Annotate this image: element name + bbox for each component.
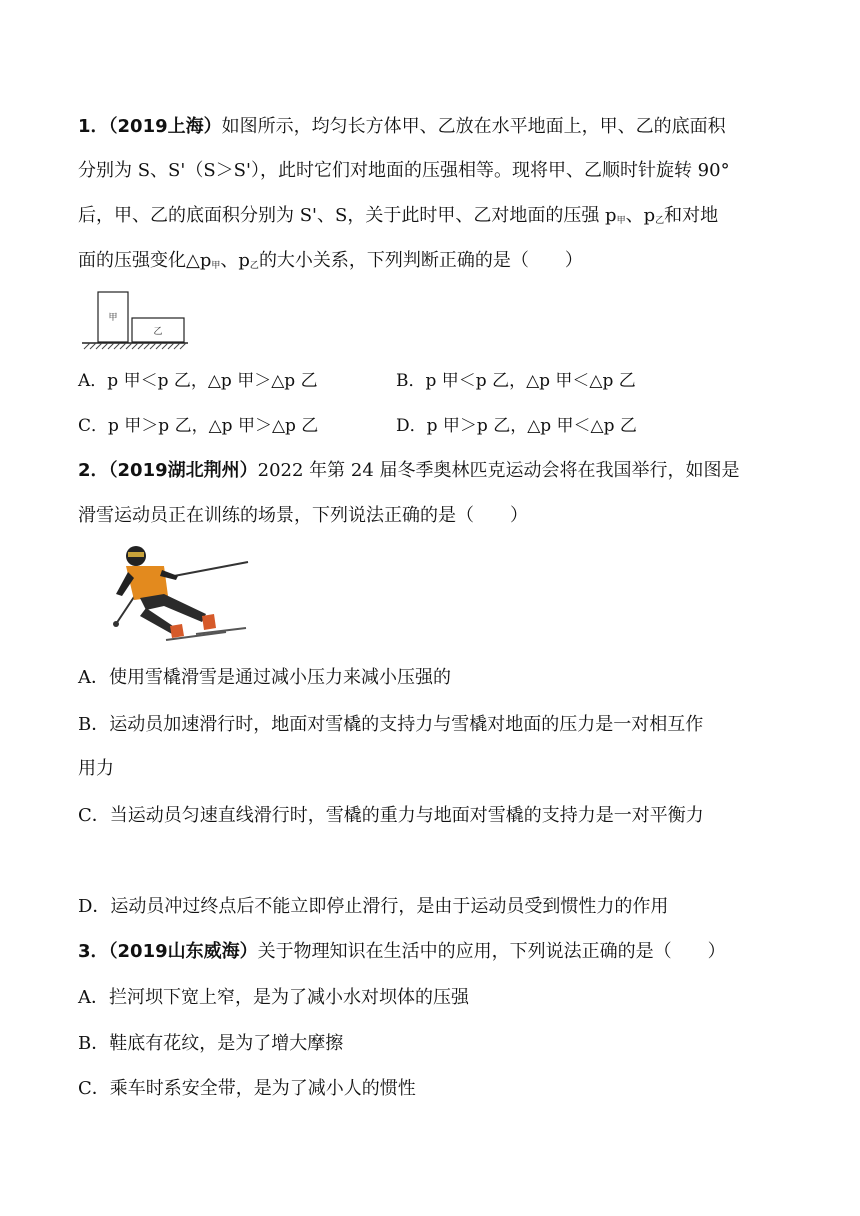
q2-option-c: C．当运动员匀速直线滑行时，雪橇的重力与地面对雪橇的支持力是一对平衡力 xyxy=(78,805,704,826)
q3-number: 3． xyxy=(78,941,109,962)
q2-option-b-line-1: B．运动员加速滑行时，地面对雪橇的支持力与雪橇对地面的压力是一对相互作 xyxy=(78,714,704,735)
q1-sub-jia-2: 甲 xyxy=(211,261,221,271)
q2-line-2: 滑雪运动员正在训练的场景，下列说法正确的是（ ） xyxy=(78,505,528,526)
q1-line-4 xyxy=(78,250,583,277)
q1-text-3a: 后，甲、乙的底面积分别为 S'、S，关于此时甲、乙对地面的压强 p xyxy=(78,205,617,226)
q2-number: 2． xyxy=(78,460,109,481)
q1-option-b: B．p 甲＜p 乙，△p 甲＜△p 乙 xyxy=(396,371,636,391)
q1-sep-2: 、p xyxy=(220,250,250,271)
q1-line-2: 分别为 S、S'（S＞S'），此时它们对地面的压强相等。现将甲、乙顺时针旋转 90° xyxy=(78,160,730,181)
q3-text-1: 关于物理知识在生活中的应用，下列说法正确的是（ ） xyxy=(257,941,726,962)
q2-source: （2019湖北荆州） xyxy=(108,460,258,481)
q2-text-1: 2022 年第 24 届冬季奥林匹克运动会将在我国举行，如图是 xyxy=(257,460,740,481)
q1-sub-yi-2: 乙 xyxy=(249,261,259,271)
q1-blocks-figure xyxy=(80,290,190,350)
q1-line-1 xyxy=(78,116,726,138)
q3-option-b: B．鞋底有花纹，是为了增大摩擦 xyxy=(78,1033,344,1054)
q3-source: （2019山东威海） xyxy=(108,941,258,962)
block-jia-label: 甲 xyxy=(108,313,118,323)
q1-text-4b: 的大小关系，下列判断正确的是（ ） xyxy=(258,250,583,271)
q1-line-3 xyxy=(78,205,718,232)
q1-sub-jia: 甲 xyxy=(616,216,626,226)
block-yi-label: 乙 xyxy=(153,327,163,337)
q3-line-1 xyxy=(78,941,726,963)
q1-text-4a: 面的压强变化△p xyxy=(78,250,212,271)
q1-option-c: C．p 甲＞p 乙，△p 甲＞△p 乙 xyxy=(78,416,319,436)
q1-source: （2019上海） xyxy=(108,116,222,137)
q1-option-a: A．p 甲＜p 乙，△p 甲＞△p 乙 xyxy=(78,371,318,391)
q1-sub-yi: 乙 xyxy=(655,216,665,226)
q2-option-a: A．使用雪橇滑雪是通过减小压力来减小压强的 xyxy=(78,667,451,688)
q1-number: 1． xyxy=(78,116,109,137)
q1-text-1: 如图所示，均匀长方体甲、乙放在水平地面上，甲、乙的底面积 xyxy=(221,116,726,137)
q2-option-d: D．运动员冲过终点后不能立即停止滑行，是由于运动员受到惯性力的作用 xyxy=(78,896,669,917)
skier-image xyxy=(106,544,256,644)
q2-option-b-line-2: 用力 xyxy=(78,758,114,779)
q1-option-d: D．p 甲＞p 乙，△p 甲＜△p 乙 xyxy=(396,416,637,436)
q1-text-3b: 和对地 xyxy=(664,205,719,226)
q3-option-c: C．乘车时系安全带，是为了减小人的惯性 xyxy=(78,1078,416,1099)
q2-line-1 xyxy=(78,460,740,482)
q1-sep: 、p xyxy=(625,205,656,226)
q3-option-a: A．拦河坝下宽上窄，是为了减小水对坝体的压强 xyxy=(78,987,469,1008)
